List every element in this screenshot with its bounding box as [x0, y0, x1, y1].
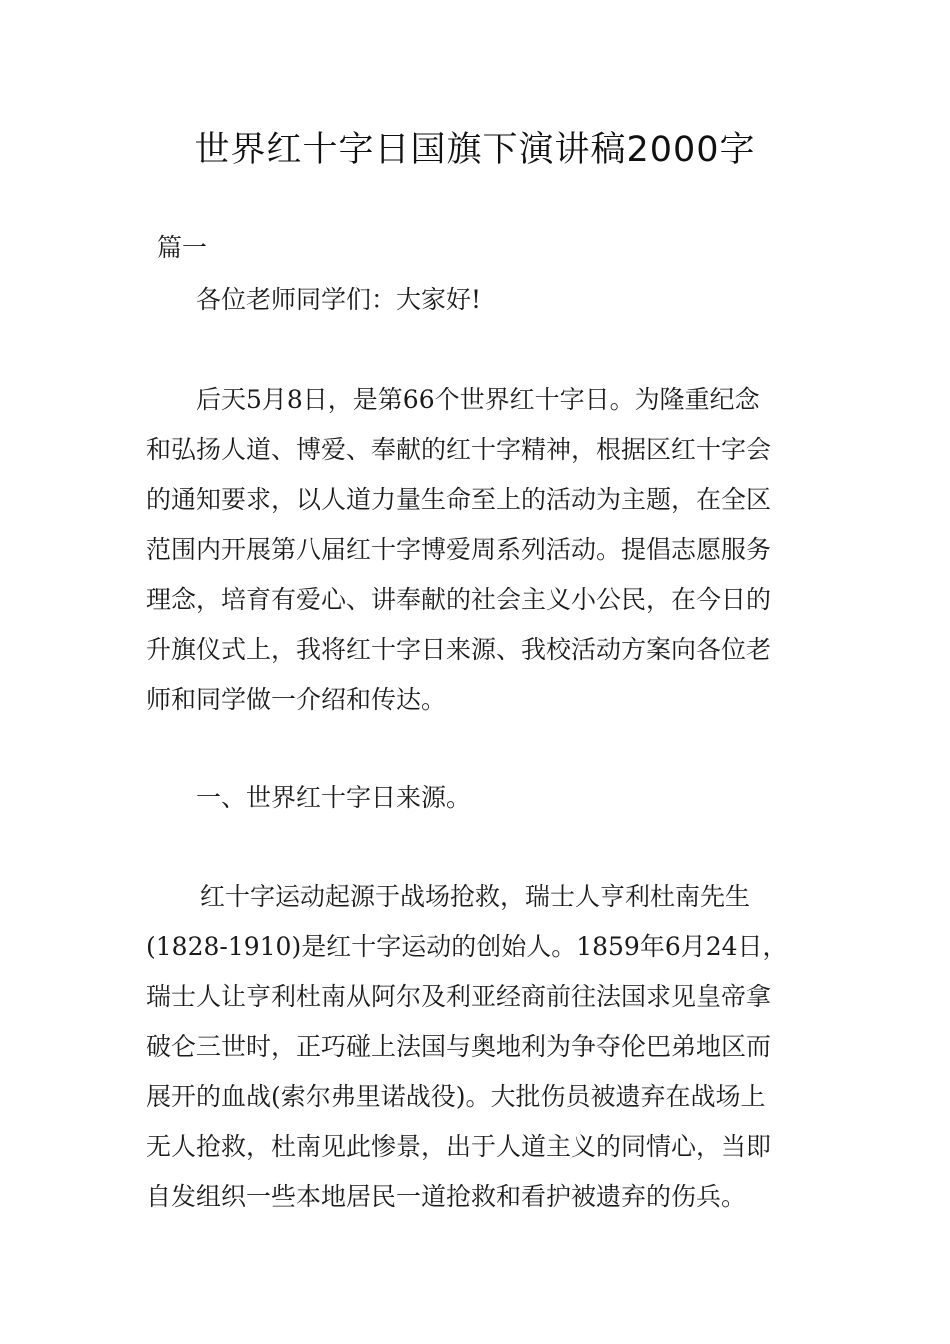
paragraph-intro: [146, 375, 816, 725]
paragraph-line: 范围内开展第八届红十字博爱周系列活动。提倡志愿服务: [146, 535, 772, 564]
paragraph-line: 和弘扬人道、博爱、奉献的红十字精神，根据区红十字会: [146, 435, 772, 464]
paragraph-line: 理念，培育有爱心、讲奉献的社会主义小公民，在今日的: [146, 585, 772, 614]
greeting-line: 各位老师同学们：大家好!: [196, 285, 482, 314]
paragraph-line: 师和同学做一介绍和传达。: [146, 685, 447, 714]
paragraph-line: 的通知要求，以人道力量生命至上的活动为主题，在全区: [146, 485, 772, 514]
paragraph-line: 瑞士人让亨利杜南从阿尔及利亚经商前往法国求见皇帝拿: [146, 982, 772, 1011]
paragraph-line: (1828-1910)是红十字运动的创始人。1859年6月24日，: [146, 932, 788, 961]
paragraph-line: 展开的血战(索尔弗里诺战役)。大批伤员被遗弃在战场上: [146, 1082, 766, 1111]
paragraph-line: 自发组织一些本地居民一道抢救和看护被遗弃的伤兵。: [146, 1182, 747, 1211]
paragraph-line: 升旗仪式上，我将红十字日来源、我校活动方案向各位老: [146, 635, 772, 664]
paragraph-line: 红十字运动起源于战场抢救，瑞士人亨利杜南先生: [200, 882, 751, 911]
paragraph-line: 后天5月8日，是第66个世界红十字日。为隆重纪念: [196, 385, 760, 414]
section-heading: 一、世界红十字日来源。: [196, 783, 472, 812]
paragraph-line: 无人抢救，杜南见此惨景，出于人道主义的同情心，当即: [146, 1132, 772, 1161]
paragraph-origin: [146, 872, 816, 1222]
paragraph-line: 破仑三世时，正巧碰上法国与奥地利为争夺伦巴弟地区而: [146, 1032, 772, 1061]
section-label: 篇一: [157, 233, 208, 262]
document-title: 世界红十字日国旗下演讲稿2000字: [194, 130, 756, 170]
